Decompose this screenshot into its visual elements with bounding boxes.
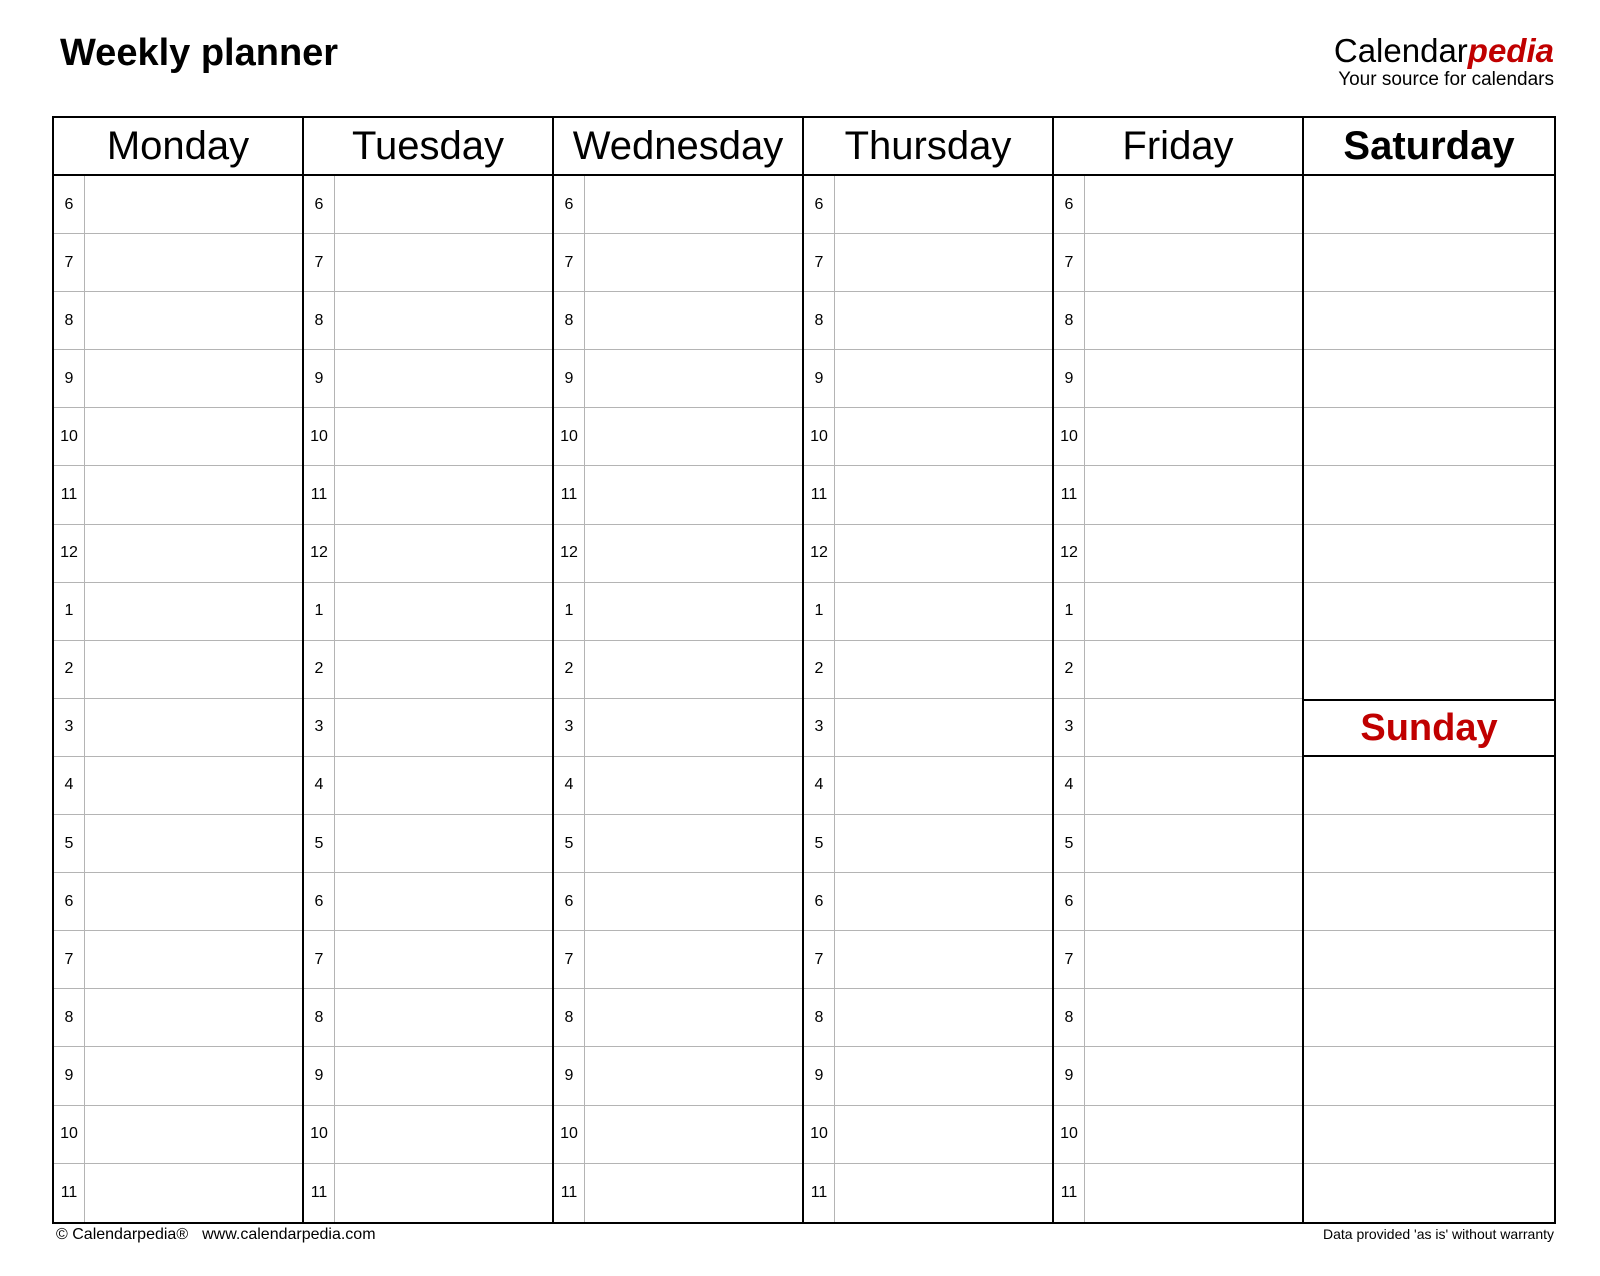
- hour-label: 2: [1054, 641, 1085, 698]
- time-slot[interactable]: [804, 931, 1052, 989]
- time-slot[interactable]: [54, 408, 302, 466]
- hour-label: 2: [304, 641, 335, 698]
- hour-label: 4: [1054, 757, 1085, 814]
- time-slot[interactable]: [1054, 873, 1302, 931]
- time-slot[interactable]: [54, 699, 302, 757]
- time-slot[interactable]: [1054, 1047, 1302, 1105]
- time-slot[interactable]: [1054, 931, 1302, 989]
- hour-label: 10: [804, 408, 835, 465]
- time-slot[interactable]: [554, 641, 802, 699]
- hour-rows: [54, 176, 302, 1222]
- time-slot[interactable]: [1304, 234, 1554, 292]
- hour-label: 9: [1054, 1047, 1085, 1104]
- time-slot[interactable]: [554, 234, 802, 292]
- hour-label: 12: [1054, 525, 1085, 582]
- hour-label: 11: [1054, 1164, 1085, 1222]
- time-slot[interactable]: [1054, 1164, 1302, 1222]
- time-slot[interactable]: [304, 641, 552, 699]
- hour-label: 6: [804, 176, 835, 233]
- hour-label: 7: [1054, 931, 1085, 988]
- hour-label: 8: [554, 989, 585, 1046]
- time-slot[interactable]: [304, 350, 552, 408]
- time-slot[interactable]: [54, 234, 302, 292]
- brand-logo: [1334, 32, 1554, 90]
- hour-label: 8: [804, 292, 835, 349]
- hour-label: 11: [54, 1164, 85, 1222]
- time-slot[interactable]: [54, 815, 302, 873]
- hour-label: 8: [54, 989, 85, 1046]
- footer-website[interactable]: www.calendarpedia.com: [202, 1226, 376, 1243]
- time-slot[interactable]: [554, 525, 802, 583]
- footer-left: [56, 1226, 376, 1244]
- time-slot[interactable]: [1054, 641, 1302, 699]
- hour-rows: [1054, 176, 1302, 1222]
- hour-label: 3: [804, 699, 835, 756]
- time-slot[interactable]: [54, 583, 302, 641]
- time-slot[interactable]: [1054, 408, 1302, 466]
- time-slot[interactable]: [1054, 350, 1302, 408]
- time-slot[interactable]: [54, 292, 302, 350]
- time-slot[interactable]: [804, 1164, 1052, 1222]
- hour-label: 9: [54, 350, 85, 407]
- day-column-monday: [54, 118, 304, 1222]
- brand-name: [1334, 32, 1554, 70]
- hour-label: 8: [554, 292, 585, 349]
- hour-label: 7: [304, 931, 335, 988]
- hour-label: 4: [54, 757, 85, 814]
- time-slot[interactable]: [54, 873, 302, 931]
- time-slot[interactable]: [54, 350, 302, 408]
- time-slot[interactable]: [804, 1106, 1052, 1164]
- hour-label: 10: [804, 1106, 835, 1163]
- time-slot[interactable]: [1054, 583, 1302, 641]
- hour-label: 8: [1054, 989, 1085, 1046]
- hour-label: 6: [304, 873, 335, 930]
- time-slot[interactable]: [554, 1047, 802, 1105]
- time-slot[interactable]: [804, 815, 1052, 873]
- hour-label: 9: [304, 350, 335, 407]
- time-slot[interactable]: [304, 873, 552, 931]
- hour-label: 6: [804, 873, 835, 930]
- time-slot[interactable]: [804, 583, 1052, 641]
- brand-name-accent: pedia: [1467, 32, 1554, 69]
- time-slot[interactable]: [1054, 466, 1302, 524]
- day-column-thursday: [804, 118, 1054, 1222]
- hour-label: 1: [804, 583, 835, 640]
- hour-label: 8: [804, 989, 835, 1046]
- time-slot[interactable]: [554, 583, 802, 641]
- hour-label: 11: [304, 466, 335, 523]
- hour-label: 10: [554, 408, 585, 465]
- time-slot[interactable]: [1304, 525, 1554, 583]
- day-header-sunday: Sunday: [1304, 699, 1554, 757]
- hour-label: 6: [1054, 873, 1085, 930]
- time-slot[interactable]: [304, 176, 552, 234]
- planner-grid: [52, 116, 1556, 1224]
- hour-label: 1: [554, 583, 585, 640]
- saturday-rows: [1304, 176, 1554, 699]
- time-slot[interactable]: [1054, 292, 1302, 350]
- time-slot[interactable]: [304, 989, 552, 1047]
- hour-label: 5: [804, 815, 835, 872]
- day-header-saturday: Saturday: [1304, 118, 1554, 176]
- time-slot[interactable]: [554, 176, 802, 234]
- time-slot[interactable]: [54, 1047, 302, 1105]
- time-slot[interactable]: [304, 1047, 552, 1105]
- time-slot[interactable]: [54, 1164, 302, 1222]
- hour-label: 10: [304, 1106, 335, 1163]
- time-slot[interactable]: [54, 176, 302, 234]
- hour-label: 7: [54, 931, 85, 988]
- time-slot[interactable]: [804, 757, 1052, 815]
- hour-label: 11: [804, 466, 835, 523]
- hour-label: 10: [54, 408, 85, 465]
- time-slot[interactable]: [804, 234, 1052, 292]
- brand-name-regular: Calendar: [1333, 32, 1468, 69]
- day-header-wednesday: Wednesday: [554, 118, 802, 176]
- time-slot[interactable]: [1304, 466, 1554, 524]
- time-slot[interactable]: [1054, 176, 1302, 234]
- hour-label: 7: [804, 931, 835, 988]
- hour-label: 9: [1054, 350, 1085, 407]
- hour-label: 10: [554, 1106, 585, 1163]
- hour-rows: [554, 176, 802, 1222]
- hour-label: 10: [1054, 1106, 1085, 1163]
- time-slot[interactable]: [804, 699, 1052, 757]
- time-slot[interactable]: [554, 699, 802, 757]
- time-slot[interactable]: [54, 466, 302, 524]
- hour-label: 11: [304, 1164, 335, 1222]
- time-slot[interactable]: [1304, 1106, 1554, 1164]
- time-slot[interactable]: [54, 757, 302, 815]
- hour-label: 1: [1054, 583, 1085, 640]
- time-slot[interactable]: [804, 1047, 1052, 1105]
- hour-label: 7: [304, 234, 335, 291]
- day-header-thursday: Thursday: [804, 118, 1052, 176]
- time-slot[interactable]: [304, 583, 552, 641]
- time-slot[interactable]: [1304, 873, 1554, 931]
- hour-label: 6: [554, 873, 585, 930]
- time-slot[interactable]: [304, 699, 552, 757]
- hour-label: 9: [804, 350, 835, 407]
- hour-label: 7: [554, 234, 585, 291]
- hour-label: 5: [54, 815, 85, 872]
- hour-label: 11: [554, 466, 585, 523]
- time-slot[interactable]: [804, 292, 1052, 350]
- sunday-rows: [1304, 757, 1554, 1222]
- time-slot[interactable]: [554, 1164, 802, 1222]
- time-slot[interactable]: [1304, 989, 1554, 1047]
- hour-label: 10: [54, 1106, 85, 1163]
- time-slot[interactable]: [54, 525, 302, 583]
- hour-label: 1: [54, 583, 85, 640]
- hour-label: 3: [304, 699, 335, 756]
- hour-label: 8: [304, 989, 335, 1046]
- day-column-wednesday: [554, 118, 804, 1222]
- hour-label: 12: [804, 525, 835, 582]
- time-slot[interactable]: [1304, 408, 1554, 466]
- time-slot[interactable]: [1304, 641, 1554, 699]
- time-slot[interactable]: [304, 466, 552, 524]
- time-slot[interactable]: [1304, 757, 1554, 815]
- hour-label: 2: [54, 641, 85, 698]
- hour-rows: [804, 176, 1052, 1222]
- hour-label: 7: [54, 234, 85, 291]
- time-slot[interactable]: [1054, 1106, 1302, 1164]
- time-slot[interactable]: [1054, 234, 1302, 292]
- time-slot[interactable]: [804, 525, 1052, 583]
- day-header-monday: Monday: [54, 118, 302, 176]
- time-slot[interactable]: [554, 466, 802, 524]
- time-slot[interactable]: [804, 873, 1052, 931]
- hour-label: 11: [554, 1164, 585, 1222]
- hour-label: 2: [804, 641, 835, 698]
- hour-label: 4: [804, 757, 835, 814]
- time-slot[interactable]: [804, 408, 1052, 466]
- hour-label: 10: [304, 408, 335, 465]
- time-slot[interactable]: [554, 1106, 802, 1164]
- day-column-friday: [1054, 118, 1304, 1222]
- time-slot[interactable]: [554, 292, 802, 350]
- time-slot[interactable]: [1054, 525, 1302, 583]
- hour-label: 3: [1054, 699, 1085, 756]
- time-slot[interactable]: [554, 350, 802, 408]
- time-slot[interactable]: [554, 989, 802, 1047]
- day-column-tuesday: [304, 118, 554, 1222]
- time-slot[interactable]: [554, 815, 802, 873]
- hour-label: 8: [1054, 292, 1085, 349]
- time-slot[interactable]: [554, 757, 802, 815]
- time-slot[interactable]: [1304, 176, 1554, 234]
- hour-label: 9: [804, 1047, 835, 1104]
- time-slot[interactable]: [1304, 1164, 1554, 1222]
- time-slot[interactable]: [1304, 931, 1554, 989]
- hour-label: 2: [554, 641, 585, 698]
- hour-label: 6: [554, 176, 585, 233]
- hour-label: 9: [54, 1047, 85, 1104]
- time-slot[interactable]: [54, 641, 302, 699]
- time-slot[interactable]: [804, 176, 1052, 234]
- hour-label: 8: [54, 292, 85, 349]
- time-slot[interactable]: [54, 931, 302, 989]
- time-slot[interactable]: [304, 757, 552, 815]
- hour-label: 3: [54, 699, 85, 756]
- time-slot[interactable]: [54, 1106, 302, 1164]
- hour-label: 6: [1054, 176, 1085, 233]
- hour-label: 4: [554, 757, 585, 814]
- time-slot[interactable]: [304, 1164, 552, 1222]
- time-slot[interactable]: [1304, 583, 1554, 641]
- time-slot[interactable]: [304, 408, 552, 466]
- day-header-friday: Friday: [1054, 118, 1302, 176]
- time-slot[interactable]: [1054, 757, 1302, 815]
- time-slot[interactable]: [804, 350, 1052, 408]
- time-slot[interactable]: [1054, 699, 1302, 757]
- footer-copyright: © Calendarpedia®: [56, 1226, 189, 1243]
- footer-disclaimer: Data provided 'as is' without warranty: [1322, 1226, 1554, 1242]
- hour-label: 12: [554, 525, 585, 582]
- hour-label: 10: [1054, 408, 1085, 465]
- hour-label: 6: [54, 176, 85, 233]
- time-slot[interactable]: [554, 931, 802, 989]
- hour-label: 6: [304, 176, 335, 233]
- hour-label: 11: [54, 466, 85, 523]
- hour-label: 12: [54, 525, 85, 582]
- time-slot[interactable]: [554, 408, 802, 466]
- hour-label: 12: [304, 525, 335, 582]
- weekend-column: [1304, 118, 1554, 1222]
- hour-label: 3: [554, 699, 585, 756]
- time-slot[interactable]: [1304, 350, 1554, 408]
- time-slot[interactable]: [304, 931, 552, 989]
- time-slot[interactable]: [804, 641, 1052, 699]
- hour-label: 4: [304, 757, 335, 814]
- time-slot[interactable]: [1304, 1047, 1554, 1105]
- time-slot[interactable]: [1304, 815, 1554, 873]
- hour-rows: [304, 176, 552, 1222]
- hour-label: 5: [1054, 815, 1085, 872]
- time-slot[interactable]: [304, 292, 552, 350]
- hour-label: 7: [1054, 234, 1085, 291]
- page-title: Weekly planner: [60, 32, 339, 74]
- hour-label: 9: [554, 350, 585, 407]
- hour-label: 8: [304, 292, 335, 349]
- time-slot[interactable]: [554, 873, 802, 931]
- day-header-tuesday: Tuesday: [304, 118, 552, 176]
- hour-label: 9: [554, 1047, 585, 1104]
- hour-label: 1: [304, 583, 335, 640]
- hour-label: 9: [304, 1047, 335, 1104]
- hour-label: 5: [304, 815, 335, 872]
- time-slot[interactable]: [804, 989, 1052, 1047]
- brand-tagline: Your source for calendars: [1338, 69, 1554, 90]
- time-slot[interactable]: [304, 234, 552, 292]
- time-slot[interactable]: [1304, 292, 1554, 350]
- time-slot[interactable]: [54, 989, 302, 1047]
- time-slot[interactable]: [304, 815, 552, 873]
- time-slot[interactable]: [304, 525, 552, 583]
- hour-label: 11: [804, 1164, 835, 1222]
- time-slot[interactable]: [1054, 989, 1302, 1047]
- hour-label: 5: [554, 815, 585, 872]
- hour-label: 6: [54, 873, 85, 930]
- hour-label: 11: [1054, 466, 1085, 523]
- hour-label: 7: [804, 234, 835, 291]
- time-slot[interactable]: [1054, 815, 1302, 873]
- time-slot[interactable]: [804, 466, 1052, 524]
- time-slot[interactable]: [304, 1106, 552, 1164]
- hour-label: 7: [554, 931, 585, 988]
